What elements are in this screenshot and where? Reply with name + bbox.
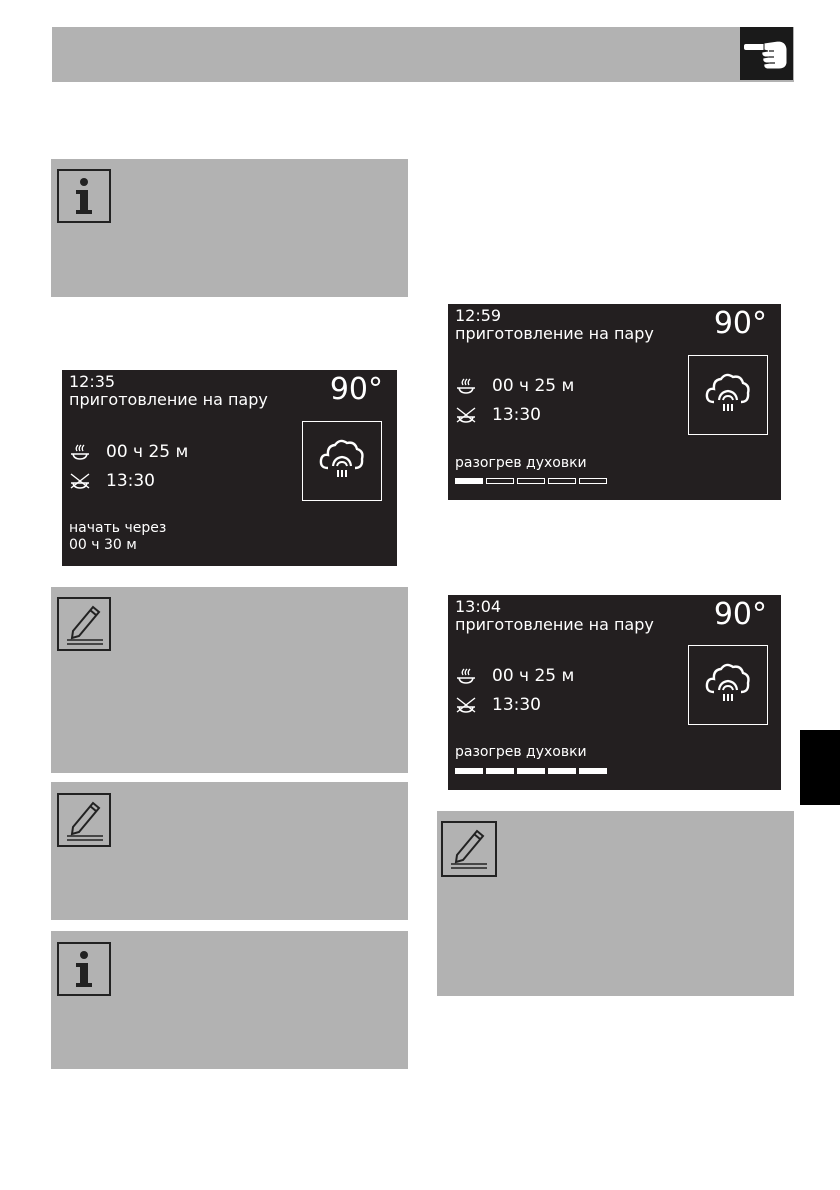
- end-time-value: 13:30: [106, 471, 155, 491]
- start-delay-value: 00 ч 30 м: [69, 537, 137, 553]
- progress-segment: [486, 768, 514, 774]
- cooking-mode-label: приготовление на пару: [455, 324, 654, 343]
- steam-icon: [302, 421, 382, 501]
- preheat-status-label: разогрев духовки: [455, 744, 587, 760]
- progress-segment: [517, 478, 545, 484]
- oven-display-screen: [448, 595, 781, 790]
- progress-segment: [548, 768, 576, 774]
- header-bar: [52, 27, 794, 82]
- cooking-mode-label: приготовление на пару: [69, 390, 268, 409]
- temperature-value: 90°: [329, 372, 383, 407]
- temperature-value: 90°: [713, 306, 767, 341]
- end-time-value: 13:30: [492, 695, 541, 715]
- duration-icon: [455, 377, 477, 395]
- preheat-status-label: разогрев духовки: [455, 455, 587, 471]
- progress-segment: [548, 478, 576, 484]
- pencil-note-icon: [441, 821, 497, 877]
- oven-display-screen: [62, 370, 397, 566]
- end-time-icon: [69, 472, 91, 490]
- info-icon: [57, 169, 111, 223]
- duration-value: 00 ч 25 м: [492, 666, 575, 686]
- pencil-note-box: [51, 587, 408, 773]
- info-note-box: [51, 159, 408, 297]
- steam-icon: [688, 645, 768, 725]
- progress-segment: [579, 478, 607, 484]
- clock-time: 13:04: [455, 597, 502, 616]
- duration-icon: [455, 667, 477, 685]
- info-icon: [57, 942, 111, 996]
- clock-time: 12:59: [455, 306, 502, 325]
- temperature-value: 90°: [713, 597, 767, 632]
- progress-segment: [517, 768, 545, 774]
- info-note-box: [51, 931, 408, 1069]
- progress-segment: [455, 478, 483, 484]
- section-tab: [800, 730, 840, 805]
- duration-icon: [69, 443, 91, 461]
- duration-value: 00 ч 25 м: [492, 376, 575, 396]
- end-time-icon: [455, 696, 477, 714]
- end-time-value: 13:30: [492, 405, 541, 425]
- oven-display-screen: [448, 304, 781, 500]
- steam-icon: [688, 355, 768, 435]
- pencil-note-icon: [57, 793, 111, 847]
- clock-time: 12:35: [69, 372, 116, 391]
- pencil-note-box: [51, 782, 408, 920]
- pointing-hand-icon: [740, 27, 793, 80]
- pencil-note-box: [437, 811, 794, 996]
- progress-segment: [579, 768, 607, 774]
- progress-segment: [486, 478, 514, 484]
- duration-value: 00 ч 25 м: [106, 442, 189, 462]
- progress-segment: [455, 768, 483, 774]
- pencil-note-icon: [57, 597, 111, 651]
- end-time-icon: [455, 406, 477, 424]
- start-delay-label: начать через: [69, 520, 167, 536]
- cooking-mode-label: приготовление на пару: [455, 615, 654, 634]
